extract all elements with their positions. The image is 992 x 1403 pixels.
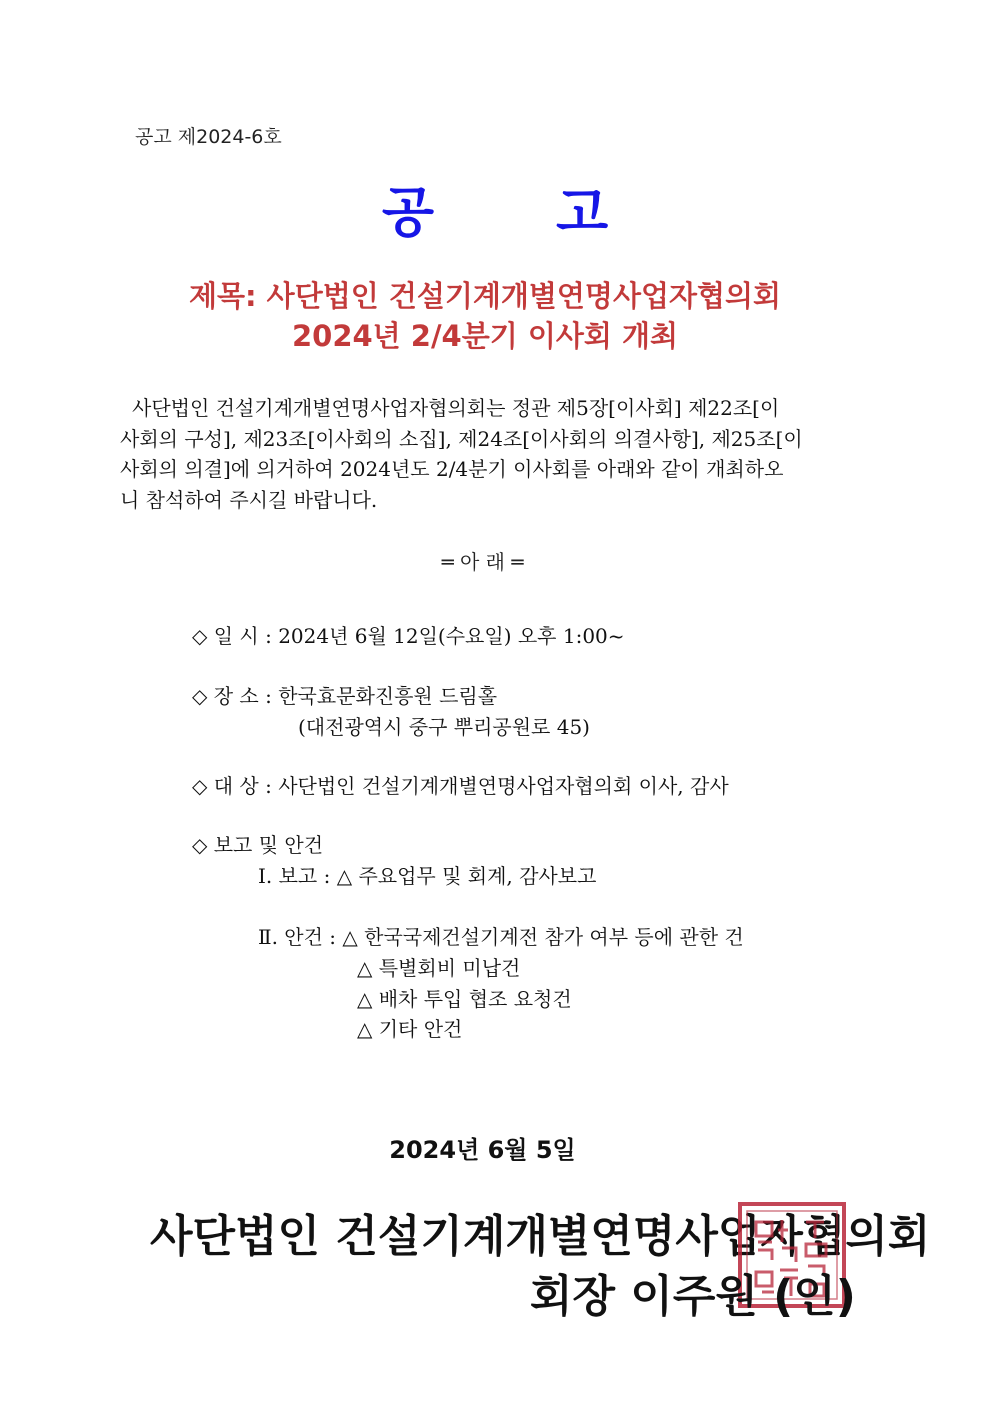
- subject-line-2: 2024년 2/4분기 이사회 개최: [291, 319, 679, 353]
- body-line-1: 사단법인 건설기계개별연명사업자협의회는 정관 제5장[이사회] 제22조[이: [132, 396, 780, 420]
- body-line-3: 사회의 의결]에 의거하여 2024년도 2/4분기 이사회를 아래와 같이 개최하오: [120, 457, 784, 481]
- president-signature: 회장 이주원 (인): [530, 1271, 856, 1322]
- item-agenda-2: △ 특별회비 미납건: [357, 956, 521, 980]
- item-place-address: (대전광역시 중구 뿌리공원로 45): [298, 715, 590, 739]
- item-datetime: ◇ 일 시 : 2024년 6월 12일(수요일) 오후 1:00~: [192, 624, 625, 648]
- item-place: ◇ 장 소 : 한국효문화진흥원 드림홀: [192, 684, 498, 708]
- item-report-heading: ◇ 보고 및 안건: [192, 833, 324, 857]
- item-report: Ⅰ. 보고 : △ 주요업무 및 회계, 감사보고: [258, 864, 597, 888]
- body-line-4: 니 참석하여 주시길 바랍니다.: [120, 487, 378, 512]
- title-char-2: 고: [556, 181, 611, 244]
- title-char-1: 공: [381, 181, 436, 244]
- item-agenda-4: △ 기타 안건: [357, 1017, 463, 1041]
- below-heading: ═ 아 래 ═: [441, 550, 524, 574]
- notice-number: 공고 제2024-6호: [135, 126, 282, 148]
- issue-date: 2024년 6월 5일: [389, 1136, 576, 1164]
- item-agenda-1: Ⅱ. 안건 : △ 한국국제건설기계전 참가 여부 등에 관한 건: [258, 925, 744, 949]
- body-paragraph: [120, 393, 855, 515]
- body-line-2: 사회의 구성], 제23조[이사회의 소집], 제24조[이사회의 의결사항], 제25조[이: [120, 426, 803, 451]
- subject-line-1: 제목: 사단법인 건설기계개별연명사업자협의회: [188, 279, 782, 313]
- item-target: ◇ 대 상 : 사단법인 건설기계개별연명사업자협의회 이사, 감사: [192, 774, 729, 798]
- page-title: [0, 170, 992, 247]
- organization-name: 사단법인 건설기계개별연명사업자협의회: [150, 1211, 931, 1262]
- item-agenda-3: △ 배차 투입 협조 요청건: [357, 987, 572, 1011]
